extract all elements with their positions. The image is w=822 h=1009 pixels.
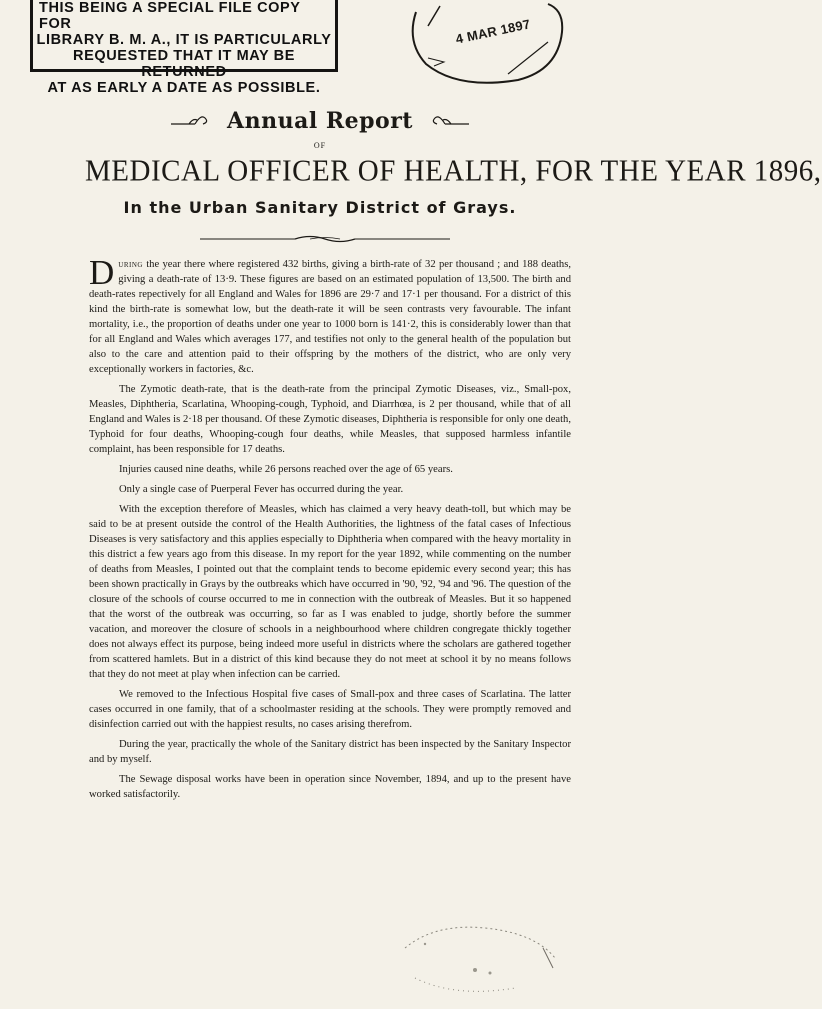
district-heading: In the Urban Sanitary District of Grays. xyxy=(123,198,517,217)
paragraph: Only a single case of Puerperal Fever has occurred during the year. xyxy=(119,484,404,495)
report-body xyxy=(89,253,571,807)
title-ornament-right-icon xyxy=(431,110,469,133)
stamp-line: THIS BEING A SPECIAL FILE COPY FOR xyxy=(39,0,301,32)
report-title: Annual Report xyxy=(227,108,413,134)
paragraph: During the year, practically the whole of the Sanitary district has been inspected by the Sanitary Inspector and by myself. xyxy=(89,739,571,765)
stamp-line: AT AS EARLY A DATE AS POSSIBLE. xyxy=(47,80,321,96)
report-title-row xyxy=(0,108,640,134)
paragraph xyxy=(89,253,571,377)
paragraph: The Zymotic death-rate, that is the death-rate from the principal Zymotic Diseases, viz., Small-pox, Measles, Diphtheria, Scarlatina, Whooping-cough, Typhoid, and Diarrhœa, is 2 per thousand, while that of all England and Wales is 2·18 per thousand. Of these Zymotic diseases, Diphtheria is responsible for only one death, Typhoid for four deaths, Whooping-cough four deaths, while Measles, that supposed harmless infantile complaint, has been responsible for 17 deaths. xyxy=(89,384,571,455)
paragraph-text: the year there where registered 432 births, giving a birth-rate of 32 per thousand ; and 188 deaths, giving a death-rate of 13·9. These figures are based on an estimated population of 13,500. The birth and death-rates repectively for all England and Wales for 1896 are 29·7 and 17·1 per thousand. For a district of this kind the birth-rate is somewhat low, but the death-rate it will be seen contrasts very favourable. The infant mortality, i.e., the proportion of deaths under one year to 1000 born is 141·2, this is considerably lower than that for all England and Wales which averages 177, and testifies not only to the general health of the population but also to the care and attention paid to their offspring by the mothers of the district, who are only very exceptionally workers in factories, &c. xyxy=(89,259,571,375)
stamp-line: REQUESTED THAT IT MAY BE RETURNED xyxy=(73,48,295,80)
date-stamp-text: 4 MAR 1897 xyxy=(454,16,532,47)
title-ornament-left-icon xyxy=(171,110,209,133)
faint-library-stamp-icon xyxy=(395,918,575,1008)
library-request-stamp xyxy=(30,0,338,96)
title-connector: OF xyxy=(313,141,327,150)
ornamental-divider-icon xyxy=(200,232,450,246)
paragraph: The Sewage disposal works have been in operation since November, 1894, and up to the present have worked satisfactorily. xyxy=(89,774,571,800)
date-received-stamp xyxy=(398,2,566,94)
paragraph-lead: uring xyxy=(118,259,143,270)
paragraph: Injuries caused nine deaths, while 26 persons reached over the age of 65 years. xyxy=(119,464,453,475)
drop-cap: D xyxy=(89,253,115,292)
stamp-outline-icon xyxy=(398,2,566,94)
paragraph: We removed to the Infectious Hospital five cases of Small-pox and three cases of Scarlatina. The latter cases occurred in one family, that of a schoolmaster residing at the schools. They were promptly removed and disinfection carried out with the happiest results, no cases arising therefrom. xyxy=(89,689,571,730)
stamp-line: LIBRARY B. M. A., IT IS PARTICULARLY xyxy=(36,32,332,48)
report-subtitle: MEDICAL OFFICER OF HEALTH, FOR THE YEAR 1896, xyxy=(85,154,822,188)
paragraph: With the exception therefore of Measles, which has claimed a very heavy death-toll, but which may be said to be at present outside the control of the Health Authorities, the lightness of the fatal cases of Infectious Diseases is very satisfactory and this applies especially to Diphtheria when compared with the heavy mortality in this district a few years ago from this disease. In my report for the year 1892, while commenting on the number of deaths from Measles, I pointed out that the complaint tends to become epidemic every second year; this has been shown practically in Grays by the outbreaks which have occurred in '90, '92, '94 and '96. The question of the closure of the schools of course occurred to me in connection with the outbreak of Measles. But it so happened that the worst of the outbreak was occurring, so far as I was enabled to judge, shortly before the summer vacation, and moreover the closure of schools in a neighbourhood where children congregate thickly together does not always effect its purpose, being indeed more useful in districts where the scholars are gathered together from scattered hamlets. But in a district of this kind because they do not meet at school it by no means follows that they do not meet at play when infection can be carried. xyxy=(89,504,571,680)
